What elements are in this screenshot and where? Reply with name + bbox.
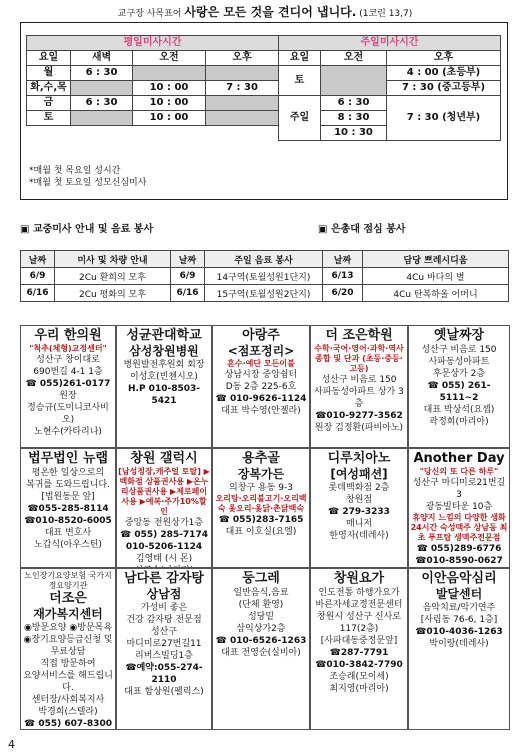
ad-line: 마디미로27번길11	[126, 639, 202, 649]
ad-contact: 노갑식(아우스틴)	[34, 540, 102, 550]
service-section-title: ▣ 교중미사 안내 및 음료 봉사	[20, 224, 154, 235]
ad-line: 병원발전후원회 회장	[123, 360, 205, 370]
mon-morning-empty	[133, 66, 206, 81]
ad-phone: ☎010-3842-7790	[315, 660, 403, 670]
th-date: 날짜	[21, 251, 55, 268]
col-dawn: 새벽	[71, 51, 133, 66]
ad-phone: ☎ 055) 607-8300	[24, 719, 112, 729]
ad-phone: ☎ 055)261-0177	[25, 379, 111, 389]
ad-line: 리버스빌딩1층	[135, 651, 193, 661]
ad-line: 성산구	[150, 627, 178, 637]
ad-line: 롯데백화점 2층	[328, 483, 390, 493]
mass-notes	[29, 165, 146, 189]
ad-line: 음악치료/악기연주	[422, 603, 496, 613]
ad-line: 성산구 창이대로	[36, 355, 100, 365]
ad-title: 둥그레	[242, 571, 280, 586]
ad-highlight: 혼수·예단 모든이불	[227, 359, 295, 368]
ad-card	[310, 448, 408, 568]
th-date: 날짜	[171, 251, 205, 268]
ad-title: 법무법인 뉴랩	[28, 451, 108, 466]
ad-line: 평온한 일상으로의	[31, 468, 105, 478]
ad-line: 센터장/사회복지사	[31, 695, 105, 705]
ad-subtitle: 삼성창원병원	[129, 344, 199, 358]
motto-source: 교구장 사목표어	[117, 9, 182, 19]
ad-line: 가성비 좋은	[140, 603, 188, 613]
mass-schedule-table	[26, 35, 501, 141]
th-drink-service: 주일 음료 봉사	[205, 251, 323, 268]
ad-phone: ☎055-285-8114	[27, 504, 109, 514]
day-mon: 월	[27, 66, 71, 81]
ad-contact: 대표 박상석(요셉)	[423, 405, 495, 415]
ad-title: 이안음악심리	[421, 571, 497, 586]
col-day: 요일	[27, 51, 71, 66]
ad-title: 창원요가	[333, 571, 385, 586]
day-tue-thu: 화,수,목	[27, 81, 71, 96]
th-mass-guide: 미사 및 차량 안내	[55, 251, 171, 268]
service-table	[20, 250, 509, 302]
day-sat: 토	[27, 111, 71, 126]
ad-contact: 대표 전영순(실비아)	[221, 648, 301, 658]
ad-contact: 대표 이호실(요엘)	[225, 527, 297, 537]
ad-line: 인도전통 하행가요가	[318, 588, 400, 598]
ad-card	[310, 325, 408, 448]
ad-contact: 대표 함상원(펠릭스)	[124, 687, 204, 697]
sun-am3: 10 : 30	[321, 126, 387, 141]
ad-phone: ☎ 055)289-6776	[416, 544, 502, 554]
ad-title: 남다른 감자탕	[124, 571, 204, 586]
ad-card	[212, 568, 310, 730]
fri-dawn: 6 : 30	[71, 96, 133, 111]
ad-card	[212, 448, 310, 568]
th-praesidium: 담당 쁘레시디움	[363, 251, 509, 268]
ad-line: 복귀를 도와드립니다.	[26, 480, 110, 490]
ad-title: 디루치아노	[327, 451, 391, 466]
weekday-mass-title: 평일미사시간	[27, 36, 279, 51]
col-sun-morning: 오전	[321, 51, 387, 66]
ad-highlight: 오리탕·오리불고기·오리백숙 옻오리·옻닭·촌닭백숙	[215, 494, 307, 513]
ad-contact: 정승규(도미니코사비오)	[27, 403, 109, 425]
ad-card	[408, 325, 510, 448]
table-row: 6/16 2Cu 평화의 모후 6/16 15구역(토월성원2단지) 6/20 4Cu 탄복하올 어머니	[21, 285, 509, 302]
sat-pm2: 7 : 30 (중고등부)	[387, 81, 501, 96]
ad-line: 광동빌타운 10층	[425, 502, 493, 512]
ad-title: 더 조은학원	[325, 328, 393, 343]
tue-afternoon: 7 : 30	[206, 81, 279, 96]
ad-card	[408, 448, 510, 568]
ad-line: 일반음식,음료	[233, 588, 289, 598]
sat-dawn-empty	[71, 111, 133, 126]
ad-line: 요양서비스를 해드립니다.	[23, 671, 113, 693]
ad-highlight: 휴양지 느낌의 다양한 생화 24시간 숙성맥주 상남동 최초 푸프탑 생맥주전문점	[410, 513, 508, 542]
ad-title: Another Day	[413, 451, 505, 466]
ad-line: 의창구 용동 9-3	[229, 483, 293, 493]
motto-text: 사랑은 모든 것을 견디어 냅니다.	[184, 5, 357, 19]
ad-subtitle: 상남점	[146, 587, 182, 601]
col-morning: 오전	[133, 51, 206, 66]
ad-line: 중앙동 전원상가1층	[124, 518, 204, 528]
ad-contact: 박이랑(데레사)	[429, 639, 489, 649]
ad-title: 성균관대학교	[126, 328, 202, 343]
ad-title: 우리 한의원	[34, 328, 102, 343]
ad-phone: ☎ 055) 261-5111~2	[427, 381, 491, 403]
sun-am2: 8 : 30	[321, 111, 387, 126]
ad-phone: 010-5206-1124	[125, 542, 203, 552]
ad-subtitle: 장복가든	[237, 467, 285, 481]
ad-subtitle: 발달센터	[435, 587, 483, 601]
ad-card	[310, 568, 408, 730]
motto-reference: (1코린 13,7)	[359, 9, 413, 19]
mon-dawn: 6 : 30	[71, 66, 133, 81]
ad-contact: 곽정희(마리아)	[429, 417, 489, 427]
ad-card	[408, 568, 510, 730]
mass-schedule-box	[20, 22, 508, 200]
sat-morning-empty	[321, 66, 387, 96]
ad-line: 690번길 4-1 1층	[33, 367, 103, 377]
ad-card	[116, 325, 212, 448]
table-row: 6/9 2Cu 환희의 모후 6/9 14구역(토월성원1단지) 6/13 4Cu 바다의 별	[21, 268, 509, 285]
ad-subtitle: <점포정리>	[227, 344, 295, 358]
page-motto-header	[0, 3, 530, 20]
lunch-section-title: ▣ 은총대 점심 봉사	[318, 224, 406, 235]
ad-title: 옛날짜장	[433, 328, 485, 343]
ad-contact: 김영태 (시 몬)	[135, 554, 193, 564]
ad-line: 직접 방문하여	[40, 659, 96, 669]
ad-title: 아랑주	[242, 328, 280, 343]
ad-phone: ☎ 010-6526-1263	[215, 636, 307, 646]
ad-phone: ☎ 055) 285-7174	[120, 530, 208, 540]
ad-card	[20, 568, 116, 730]
day-fri: 금	[27, 96, 71, 111]
th-date: 날짜	[323, 251, 363, 268]
advertisement-grid	[20, 325, 510, 730]
ad-line: ◉장기요양등급신청 및 무료상담	[23, 635, 113, 657]
ad-phone: ☎예약:055-274-2110	[125, 663, 203, 685]
ad-line: 성산구 비음로 150	[321, 375, 397, 385]
ad-highlight: 수학·국어·영어·과학·역사 종합 및 단과 (초등·중등·고등)	[314, 344, 404, 373]
col-afternoon: 오후	[206, 51, 279, 66]
sun-label: 주일	[279, 96, 321, 141]
ad-line: [법원동문 앞]	[41, 492, 95, 502]
ad-line: 이성호(빈첸시오)	[130, 372, 198, 382]
ad-line: 성산구 비음로 150	[421, 345, 497, 355]
sat-afternoon-empty	[206, 111, 279, 126]
sat-pm1: 4 : 00 (초등부)	[387, 66, 501, 81]
ad-phone: ☎010-8590-0627	[415, 556, 503, 566]
ad-line: 성당밑	[247, 612, 275, 622]
ad-line: 성산구 마디미로21번길3	[412, 478, 506, 500]
ad-contact: 대표 변호사	[44, 528, 92, 538]
sun-pm: 7 : 30 (청년부)	[387, 96, 501, 141]
ad-phone: ☎ 010-9626-1124	[215, 394, 307, 404]
ad-line: 사파동성아파트 상가 3층	[314, 387, 404, 409]
ad-line: [사파대동중정문앞]	[320, 636, 398, 646]
ad-line: 삼익상가2층	[236, 624, 286, 634]
ad-card	[212, 325, 310, 448]
ad-line: 후문상가 2층	[432, 369, 486, 379]
ad-contact: 노현수(카타리나)	[34, 427, 102, 437]
page-number: 4	[8, 738, 15, 751]
ad-contact: 원장 김정환(파비아노)	[314, 423, 404, 433]
ad-phone: ☎010-9277-3562	[315, 411, 403, 421]
ad-title: 용추골	[242, 451, 280, 466]
col-sun-day: 요일	[279, 51, 321, 66]
ad-contact: 대표 박수영(안젤라)	[221, 406, 301, 416]
ad-highlight: "당신의 또 다른 하루"	[419, 467, 499, 476]
sat-morning: 10 : 00	[133, 111, 206, 126]
tue-morning: 10 : 00	[133, 81, 206, 96]
mon-afternoon-empty	[206, 66, 279, 81]
ad-line: 창원시 성산구 신사로117(2층)	[317, 612, 401, 634]
ad-card	[20, 448, 116, 568]
ad-phone: H.P 010-8503-5421	[128, 384, 200, 406]
ad-line: [사림동 76-6, 1층]	[420, 615, 498, 625]
ad-line: (단체 환영)	[238, 600, 284, 610]
ad-preline: 노인장기요양보험 국가지정요양기관	[24, 571, 112, 590]
ad-contact: 원장	[59, 391, 77, 401]
ad-line: 건강 감자탕 전문점	[126, 615, 202, 625]
ad-contact: 한영자(데레사)	[329, 531, 389, 541]
note-line: *매월 첫 목요일 성시간	[29, 166, 121, 176]
ad-line: 박경희(스텔라)	[38, 707, 98, 717]
ad-card	[20, 325, 116, 448]
ad-contact: 매니저	[345, 519, 373, 529]
sat-label: 토	[279, 66, 321, 96]
ad-line: 바른자세교정전문센터	[315, 600, 403, 610]
sun-am1: 6 : 30	[321, 96, 387, 111]
ad-subtitle: 재가복지센터	[33, 607, 103, 621]
ad-subtitle: [여성패션]	[330, 467, 388, 481]
ad-line: 창원점	[345, 495, 373, 505]
ad-highlight: "척추(체형)교정센터"	[29, 344, 107, 353]
ad-card	[116, 568, 212, 730]
note-line: *매월 첫 토요일 성모신심미사	[29, 178, 147, 188]
ad-title: 더조은	[49, 591, 87, 606]
ad-line: 상남시장 중앙쉼터	[224, 370, 298, 380]
tue-dawn-empty	[71, 81, 133, 96]
ad-line: D동 2층 225-6호	[225, 382, 297, 392]
fri-afternoon-empty	[206, 96, 279, 111]
col-sun-afternoon: 오후	[387, 51, 501, 66]
sunday-mass-title: 주일미사시간	[279, 36, 501, 51]
ad-phone: ☎010-4036-1263	[415, 627, 503, 637]
ad-phone: ☎ 055)283-7165	[218, 515, 304, 525]
ad-phone: ☎287-7791	[329, 648, 389, 658]
ad-line: ◉방문요양 ◉방문목욕	[23, 623, 113, 633]
ad-contact: 최지영(마리아)	[329, 684, 389, 694]
fri-morning: 10 : 00	[133, 96, 206, 111]
ad-phone: ☎010-8520-6005	[24, 516, 112, 526]
ad-contact: 조승래(모이세)	[329, 672, 389, 682]
ad-title: 창원 갤럭시	[130, 451, 198, 466]
ad-card	[116, 448, 212, 568]
ad-highlight: [남성정장,캐주얼 토탈] ▶백화점 상품권사용 ▶온누리상품권사용 ▶제로페이 사용 ▶예복·주가10%할인	[118, 467, 210, 516]
ad-phone: ☎ 279-3233	[328, 507, 390, 517]
ad-line: 사파동성아파트	[428, 357, 490, 367]
